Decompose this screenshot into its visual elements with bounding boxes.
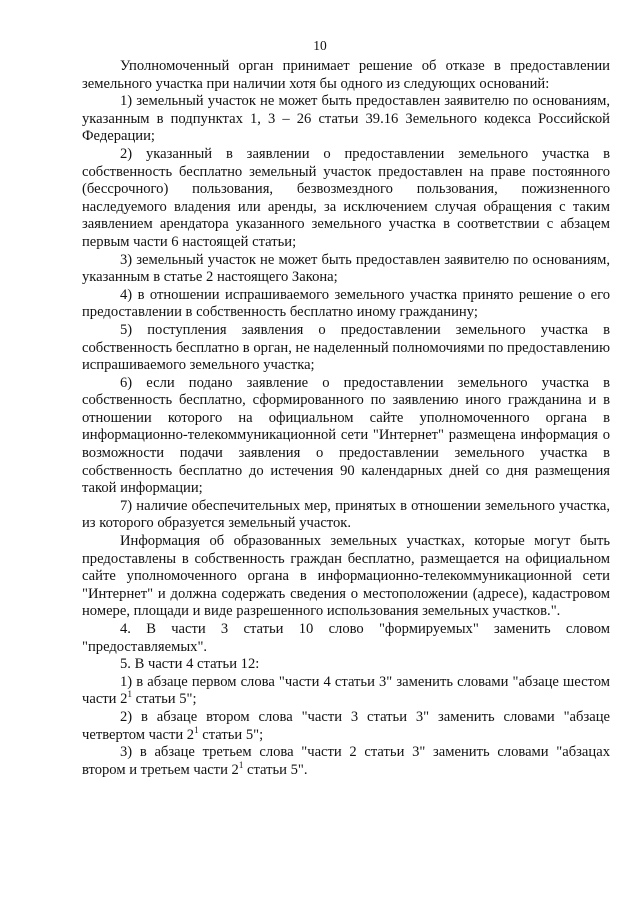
intro-paragraph: Уполномоченный орган принимает решение об отказе в предоставлении земельного участка при наличии хотя бы одного из следующих оснований: (82, 58, 610, 92)
superscript: 1 (238, 759, 244, 770)
amendment-item-3 (82, 744, 610, 779)
section-5-heading: 5. В части 4 статьи 12: (120, 656, 260, 673)
amendment-text: 3) в абзаце третьем слова "части 2 статьи 3" заменить словами "абзацах втором и третьем части 2 (82, 744, 610, 778)
list-item-2: 2) указанный в заявлении о предоставлении земельного участка в собственность бесплатно земельный участок предоставлен на праве постоянного (бессрочного) пользования, безвозмездного пользования, пожизненного наследуемого владения или аренды, за исключением случая обращения с таким заявлением арендатора указанного земельного участка в соответствии с абзацем первым части 6 настоящей статьи; (82, 145, 610, 250)
superscript: 1 (127, 689, 132, 700)
amendment-text-end: статьи 5"; (198, 726, 264, 743)
amendment-text-end: статьи 5". (243, 761, 308, 778)
amendment-item-2 (82, 709, 610, 744)
list-item-1: 1) земельный участок не может быть предоставлен заявителю по основаниям, указанным в подпунктах 1, 3 – 26 статьи 39.16 Земельного кодекса Российской Федерации; (82, 93, 610, 145)
section-4-paragraph: 4. В части 3 статьи 10 слово "формируемых" заменить словом "предоставляемых". (82, 621, 610, 655)
list-item-7: 7) наличие обеспечительных мер, принятых в отношении земельного участка, из которого образуется земельный участок. (82, 497, 610, 532)
amendment-text: 1) в абзаце первом слова "части 4 статьи 3" заменить словами "абзаце шестом части 2 (82, 673, 610, 708)
list-item-3: 3) земельный участок не может быть предоставлен заявителю по основаниям, указанным в статье 2 настоящего Закона; (82, 251, 610, 286)
amendment-item-1 (82, 674, 610, 709)
amendment-text: 2) в абзаце втором слова "части 3 статьи 3" заменить словами "абзаце четвертом части 2 (82, 708, 610, 743)
list-item-6: 6) если подано заявление о предоставлении земельного участка в собственность бесплатно, сформированного по заявлению иного гражданина и в отношении которого на официальном сайте уполномоченного органа в информационно-телекоммуникационной сети "Интернет" размещена информация о возможности подачи заявления о предоставлении земельного участка в собственность бесплатно до истечения 90 календарных дней со дня размещения такой информации; (82, 374, 610, 497)
superscript: 1 (194, 724, 199, 735)
list-item-5: 5) поступления заявления о предоставлении земельного участка в собственность бесплатно в орган, не наделенный полномочиями по предоставлению испрашиваемого земельного участка; (82, 321, 610, 374)
list-item-4: 4) в отношении испрашиваемого земельного участка принято решение о его предоставлении в собственность бесплатно иному гражданину; (82, 286, 610, 321)
amendment-text-end: статьи 5"; (131, 691, 197, 708)
information-paragraph: Информация об образованных земельных участках, которые могут быть предоставлены в собственность граждан бесплатно, размещается на официальном сайте уполномоченного органа в информационно-телекоммуникационной сети "Интернет" и должна содержать сведения о местоположении (адресе), кадастровом номере, площади и виде разрешенного использования земельных участков.". (82, 533, 610, 620)
document-body (82, 58, 610, 779)
page-number: 10 (313, 38, 327, 53)
